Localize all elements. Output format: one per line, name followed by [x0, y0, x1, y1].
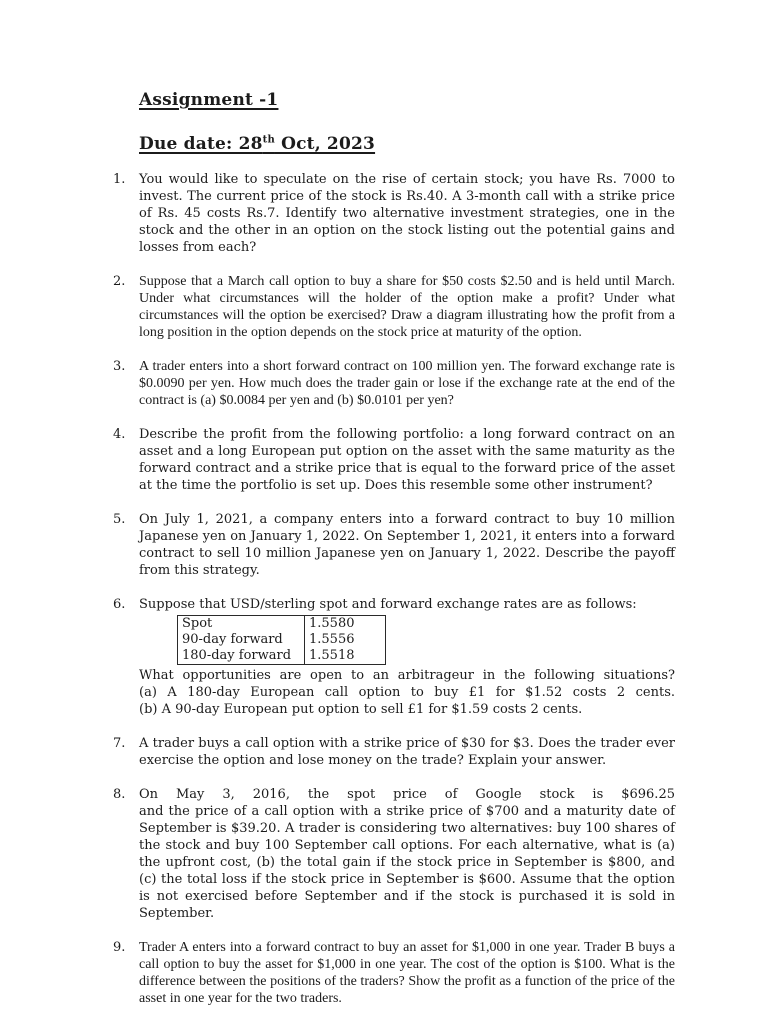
- rate-value-cell: 1.5518: [305, 648, 386, 665]
- question-number: 7.: [113, 736, 126, 751]
- question-text: Trader A enters into a forward contract to buy an asset for $1,000 in one year. Trader B buys a call option to buy the asset for $1,000 in one year. The cost of the option is $100. What is the difference between the positions of the traders? Show the profit as a function of the price of the asset in one year for the two traders.: [139, 940, 675, 1006]
- question-item-7: [113, 735, 675, 769]
- rate-label-cell: Spot: [182, 616, 213, 631]
- rate-label-cell: 90-day forward: [182, 632, 283, 647]
- question-body: [139, 511, 675, 579]
- question-text: A trader enters into a short forward contract on 100 million yen. The forward exchange rate is $0.0090 per yen. How much does the trader gain or lose if the exchange rate at the end of the contract is (a) $0.0084 per yen and (b) $0.0101 per yen?: [139, 359, 675, 408]
- question-text: On July 1, 2021, a company enters into a forward contract to buy 10 million Japanese yen on January 1, 2022. On September 1, 2021, it enters into a forward contract to sell 10 million Japanese yen on January 1, 2022. Describe the payoff from this strategy.: [139, 512, 675, 578]
- question-body: [139, 735, 675, 769]
- question-number: 1.: [113, 172, 126, 187]
- question-number: 5.: [113, 512, 126, 527]
- rate-label-cell: 180-day forward: [182, 648, 292, 663]
- rate-value-cell: 1.5556: [305, 632, 386, 648]
- question-list: [113, 171, 675, 1007]
- question-line: What opportunities are open to an arbitrageur in the following situations?: [139, 668, 675, 683]
- question-text: Suppose that a March call option to buy a share for $50 costs $2.50 and is held until March. Under what circumstances will the holder of the option make a profit? Under what circumstances will the option be exercised? Draw a diagram illustrating how the profit from a long position in the option depends on the stock price at maturity of the option.: [139, 274, 675, 340]
- question-body: [139, 171, 675, 256]
- due-date-prefix: Due date: 28: [139, 134, 263, 154]
- question-text: Describe the profit from the following portfolio: a long forward contract on an asset and a long European put option on the asset with the same maturity as the forward contract and a strike price that is equal to the forward price of the asset at the time the portfolio is set up. Does this resemble some other instrument?: [139, 427, 675, 493]
- question-body: [139, 596, 675, 718]
- question-number: 8.: [113, 787, 126, 802]
- question-item-4: [113, 426, 675, 494]
- question-line: On May 3, 2016, the spot price of Google stock is $696.25: [139, 787, 675, 802]
- rate-value-cell: 1.5580: [305, 616, 386, 633]
- question-body: [139, 939, 675, 1007]
- question-body: [139, 273, 675, 341]
- question-item-3: [113, 358, 675, 409]
- question-text: You would like to speculate on the rise of certain stock; you have Rs. 7000 to invest. The current price of the stock is Rs.40. A 3-month call with a strike price of Rs. 45 costs Rs.7. Identify two alternative investment strategies, one in the stock and the other in an option on the stock listing out the potential gains and losses from each?: [139, 172, 675, 255]
- table-row: [178, 648, 386, 665]
- question-number: 6.: [113, 597, 126, 612]
- question-item-9: [113, 939, 675, 1007]
- page-title: Assignment -1: [139, 90, 279, 110]
- question-body: [139, 786, 675, 922]
- question-item-2: [113, 273, 675, 341]
- question-line: (b) A 90-day European put option to sell £1 for $1.59 costs 2 cents.: [139, 702, 583, 717]
- question-body: [139, 358, 675, 409]
- question-body: [139, 426, 675, 494]
- question-intro: Suppose that USD/sterling spot and forward exchange rates are as follows:: [139, 597, 637, 612]
- table-row: [178, 616, 386, 633]
- question-number: 9.: [113, 940, 126, 955]
- question-item-6: [113, 596, 675, 718]
- table-row: [178, 632, 386, 648]
- question-text: and the price of a call option with a strike price of $700 and a maturity date of September is $39.20. A trader is considering two alternatives: buy 100 shares of the stock and buy 100 September call options. For each alternative, what is (a) the upfront cost, (b) the total gain if the stock price in September is $800, and (c) the total loss if the stock price in September is $600. Assume that the option is not exercised before September and if the stock is purchased it is sold in September.: [139, 804, 675, 921]
- due-date-heading: [139, 134, 675, 154]
- question-line: (a) A 180-day European call option to buy £1 for $1.52 costs 2 cents.: [139, 685, 675, 700]
- due-date-ordinal: th: [262, 134, 275, 146]
- question-number: 4.: [113, 427, 126, 442]
- question-item-5: [113, 511, 675, 579]
- question-item-8: [113, 786, 675, 922]
- question-text: A trader buys a call option with a strike price of $30 for $3. Does the trader ever exercise the option and lose money on the trade? Explain your answer.: [139, 736, 675, 768]
- question-item-1: [113, 171, 675, 256]
- exchange-rate-table: [177, 615, 386, 665]
- question-number: 3.: [113, 359, 126, 374]
- question-number: 2.: [113, 274, 126, 289]
- due-date-suffix: Oct, 2023: [274, 134, 376, 154]
